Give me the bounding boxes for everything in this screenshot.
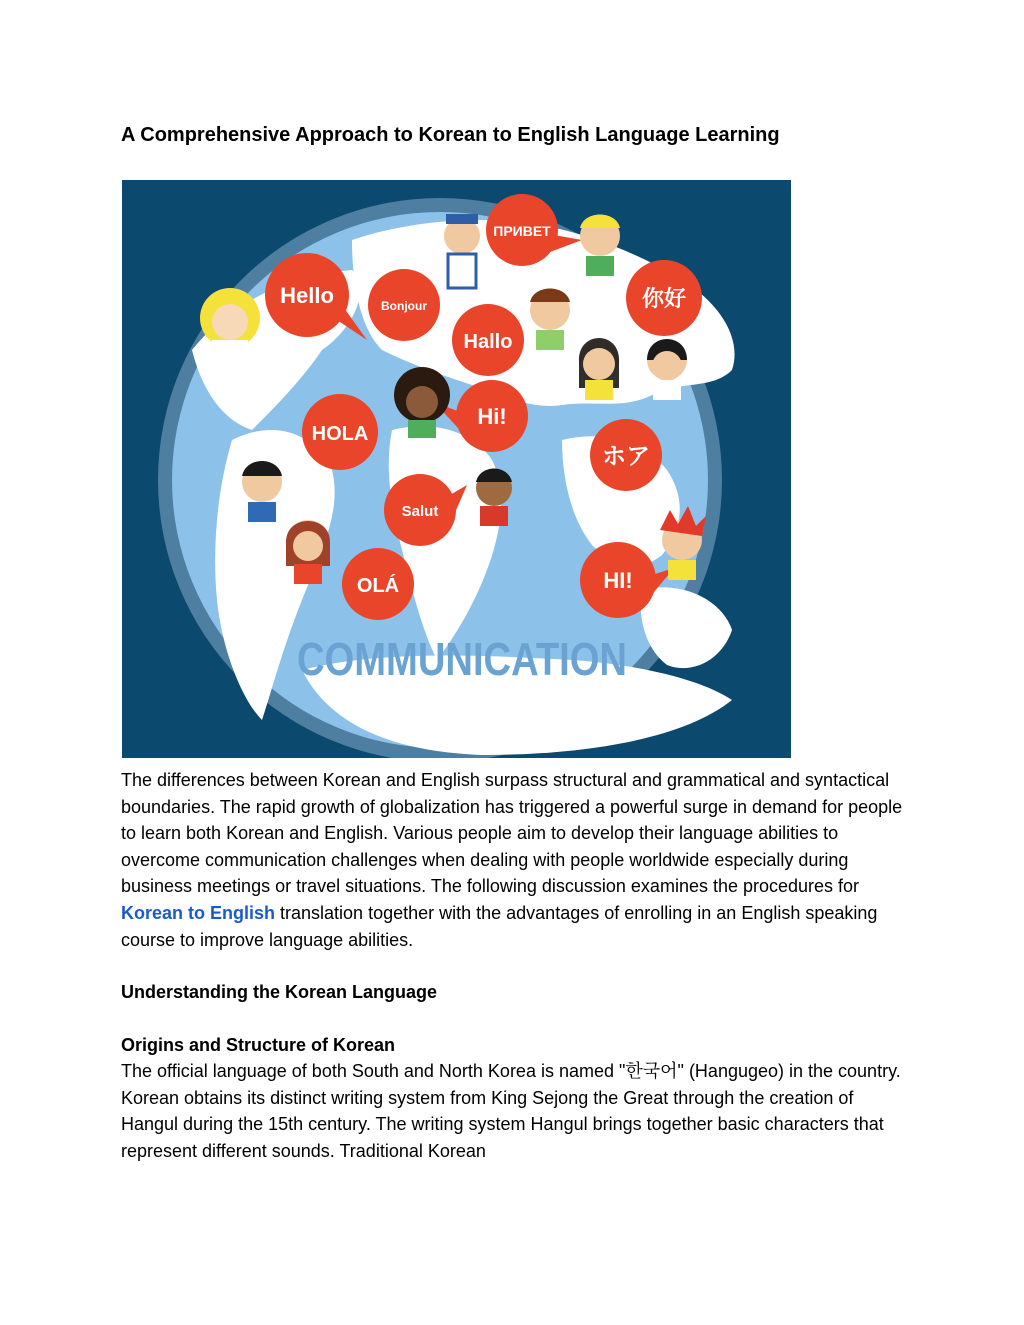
intro-text-before-link: The differences between Korean and English surpass structural and grammatical and syntactical boundaries. The rapid growth of globalization has triggered a powerful surge in demand for people to learn both Korean and English. Various people aim to develop their language abilities to overcome communication challenges when dealing with people worldwide especially during business meetings or travel situations. The following discussion examines the procedures for [121, 770, 903, 897]
bubble-label: Hi! [477, 404, 507, 429]
bubble-label: OLÁ [356, 575, 400, 597]
person-girl [647, 339, 687, 400]
communication-globe-image [122, 180, 791, 758]
bubble-label: ホア [602, 443, 650, 470]
bubble-label: Hello [280, 283, 334, 308]
bubble-label: HOLA [311, 423, 369, 445]
bubble-label: HI! [603, 568, 633, 593]
bubble-label: ПРИВЕТ [493, 223, 551, 239]
person-blond-man [580, 215, 620, 277]
bubble-label: 你好 [641, 286, 687, 311]
person-beard [530, 289, 570, 351]
intro-text-after-link: translation together with the advantages of enrolling in an English speaking course to improve language abilities. [121, 902, 878, 950]
bubble-label: Salut [401, 503, 439, 520]
bubble-label: Bonjour [381, 299, 427, 313]
communication-banner-text: COMMUNICATION [297, 633, 627, 685]
origins-paragraph: The official language of both South and North Korea is named "한국어" (Hangugeo) in the country. Korean obtains its distinct writing system from King Sejong the Great through the creation of Hangul during the 15th century. The writing system Hangul brings together basic characters that represent different sounds. Traditional Korean [121, 1061, 901, 1161]
section-heading: Understanding the Korean Language [121, 982, 438, 1002]
communication-illustration [122, 180, 791, 758]
subsection-heading: Origins and Structure of Korean [121, 1035, 396, 1055]
korean-to-english-link[interactable]: Korean to English [121, 902, 276, 923]
person-boy [476, 469, 512, 527]
person-man-left [242, 461, 282, 522]
bubble-label: Hallo [463, 331, 513, 353]
intro-paragraph [121, 767, 911, 953]
document-title: A Comprehensive Approach to Korean to English Language Learning [121, 124, 780, 146]
